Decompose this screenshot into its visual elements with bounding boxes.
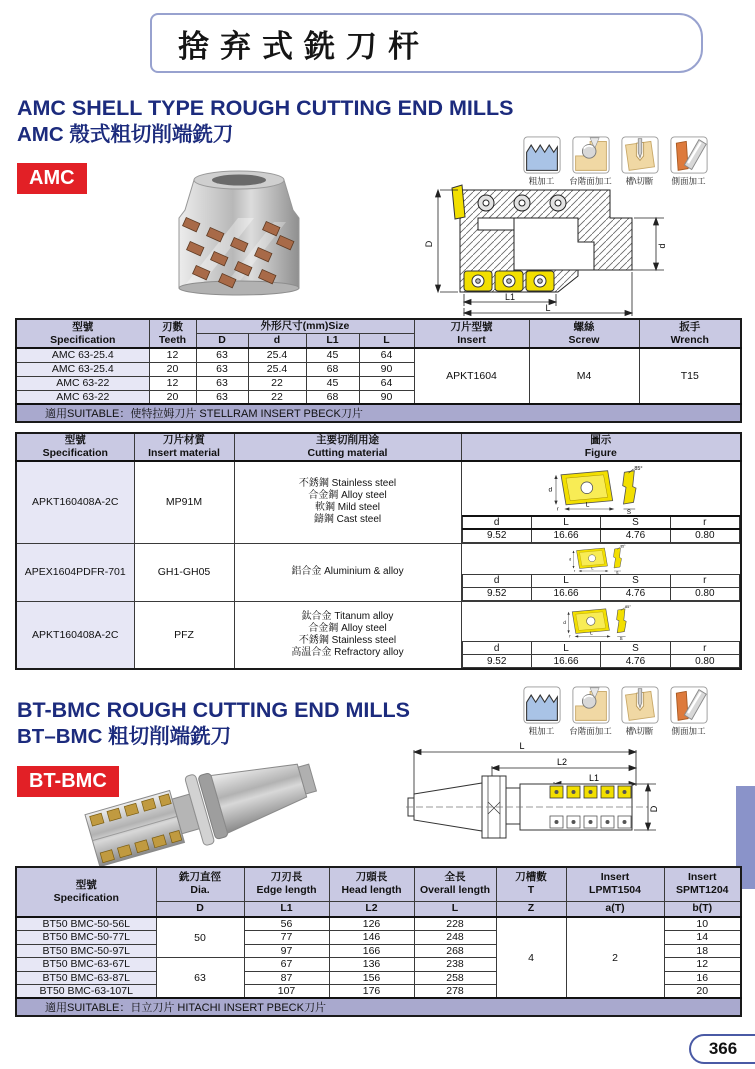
icon-slot-cutoff: 槽\切斷 <box>617 686 662 737</box>
side-machining-icon <box>668 136 710 174</box>
table-row <box>16 601 741 669</box>
svg-text:r: r <box>574 568 576 573</box>
spec-cell: AMC 63-25.4 <box>16 348 149 362</box>
col-spec: 型號 Specification <box>16 867 156 917</box>
col-bT: b(T) <box>664 901 741 917</box>
table-row: BT50 BMC-63-67L 63 67 136 238 12 <box>16 958 741 972</box>
icon-slot-cutoff: 槽\切斷 <box>617 136 662 187</box>
insert-figure <box>538 544 663 574</box>
step-face-machining-icon <box>570 686 612 724</box>
amc-spec-table <box>15 318 742 423</box>
table-row <box>16 461 741 543</box>
btbmc-heading-en: BT-BMC ROUGH CUTTING END MILLS <box>17 698 410 722</box>
wrench-cell: T15 <box>639 348 741 404</box>
amc-insert-table <box>15 432 742 670</box>
btbmc-machining-icons <box>519 686 711 737</box>
spec-cell: APKT160408A-2C <box>16 461 134 543</box>
screw-cell: M4 <box>529 348 639 404</box>
col-insert: 刀片型號 Insert <box>414 319 529 348</box>
svg-text:S: S <box>619 636 623 640</box>
svg-text:85°: 85° <box>624 604 631 610</box>
col-use: 主要切削用途 Cutting material <box>234 433 461 461</box>
svg-text:d: d <box>562 620 566 626</box>
bt-dim-L1: L1 <box>588 773 600 783</box>
table-row <box>16 543 741 601</box>
table-row: BT50 BMC-63-107L 107 176 278 20 <box>16 985 741 999</box>
col-slots: 刀槽數 T <box>496 867 566 901</box>
page-number: 366 <box>689 1034 755 1064</box>
figure-cell <box>461 461 741 543</box>
material-cell: MP91M <box>134 461 234 543</box>
spec-cell: APKT160408A-2C <box>16 601 134 669</box>
amc-product-photo <box>138 164 343 312</box>
col-Z: Z <box>496 901 566 917</box>
step-face-machining-icon <box>570 136 612 174</box>
btbmc-heading-zh: BT–BMC 粗切削端銑刀 <box>17 725 232 748</box>
col-L2: L2 <box>329 901 414 917</box>
table-row: AMC 63-25.4 12 63 25.4 45 64 APKT1604 M4 T15 <box>16 348 741 362</box>
slot-cutoff-icon <box>619 136 661 174</box>
amc-section-heading <box>17 96 514 148</box>
col-overall: 全長 Overall length <box>414 867 496 901</box>
col-material: 刀片材質 Insert material <box>134 433 234 461</box>
col-insert-lpmt: Insert LPMT1504 <box>566 867 664 901</box>
material-cell: PFZ <box>134 601 234 669</box>
col-spec: 型號 Specification <box>16 433 134 461</box>
side-machining-icon <box>668 686 710 724</box>
col-D: D <box>196 334 248 349</box>
insert-figure <box>506 464 696 514</box>
col-L: L <box>414 901 496 917</box>
rough-machining-icon <box>521 136 563 174</box>
page-title-box <box>150 13 703 73</box>
suitable-note: 適用SUITABLE：日立刀片 HITACHI INSERT PBECK刀片 <box>16 998 741 1016</box>
insert-cell: APKT1604 <box>414 348 529 404</box>
table-row: BT50 BMC-50-77L 77 146 248 14 <box>16 931 741 945</box>
table-row: AMC 63-25.4 20 63 25.4 68 90 <box>16 362 741 376</box>
col-teeth: 刃數 Teeth <box>149 319 196 348</box>
svg-text:L: L <box>585 501 590 509</box>
col-L1: L1 <box>244 901 329 917</box>
figure-dims-table: d L S r 9.52 16.66 4.76 0.80 <box>462 574 741 601</box>
amc-heading-zh: AMC 殼式粗切削端銑刀 <box>17 123 234 146</box>
figure-dims-table: d L S r 9.52 16.66 4.76 0.80 <box>462 515 741 543</box>
uses-cell: 鋁合金 Aluminium & alloy <box>234 543 461 601</box>
col-insert-spmt: Insert SPMT1204 <box>664 867 741 901</box>
slots-cell: 4 <box>496 917 566 998</box>
icon-side-machining: 側面加工 <box>666 136 711 187</box>
btbmc-spec-table <box>15 866 742 1017</box>
slot-cutoff-icon <box>619 686 661 724</box>
bt-dim-L: L <box>519 742 525 751</box>
amc-badge: AMC <box>17 163 87 194</box>
page-title: 捨弃式銑刀杆 <box>178 28 430 64</box>
icon-step-face-machining: 台階面加工 <box>568 686 613 737</box>
col-head: 刀頭長 Head length <box>329 867 414 901</box>
icon-rough-machining: 粗加工 <box>519 686 564 737</box>
uses-cell: 不銹鋼 Stainless steel 合金鋼 Alloy steel 軟鋼 Mild steel 鑄鋼 Cast steel <box>234 461 461 543</box>
col-figure: 圖示 Figure <box>461 433 741 461</box>
btbmc-product-photo <box>80 733 345 878</box>
bt-dim-D: D <box>649 805 659 813</box>
dia-cell: 50 <box>156 917 244 958</box>
svg-text:L: L <box>591 565 594 570</box>
amc-dim-d: d <box>657 243 667 249</box>
icon-step-face-machining: 台階面加工 <box>568 136 613 187</box>
bt-dim-L2: L2 <box>556 757 568 767</box>
dia-cell: 63 <box>156 958 244 999</box>
table-row: BT50 BMC-63-87L 87 156 258 16 <box>16 971 741 985</box>
rough-machining-icon <box>521 686 563 724</box>
svg-text:85°: 85° <box>620 544 626 548</box>
col-D: D <box>156 901 244 917</box>
svg-text:r: r <box>568 633 571 639</box>
col-size: 外形尺寸(mm)Size <box>196 319 414 334</box>
btbmc-technical-diagram <box>404 742 669 870</box>
figure-cell <box>461 601 741 669</box>
table-row: AMC 63-22 12 63 22 45 64 <box>16 376 741 390</box>
svg-text:S: S <box>626 509 631 514</box>
col-aT: a(T) <box>566 901 664 917</box>
svg-text:S: S <box>616 570 619 574</box>
col-L1: L1 <box>306 334 359 349</box>
col-spec: 型號 Specification <box>16 319 149 348</box>
icon-rough-machining: 粗加工 <box>519 136 564 187</box>
col-L: L <box>359 334 414 349</box>
uses-cell: 鈦合金 Titanum alloy 合金鋼 Alloy steel 不銹鋼 Stainless steel 高温合金 Refractory alloy <box>234 601 461 669</box>
figure-cell <box>461 543 741 601</box>
material-cell: GH1-GH05 <box>134 543 234 601</box>
table-row: BT50 BMC-50-97L 97 166 268 18 <box>16 944 741 958</box>
btbmc-badge: BT-BMC <box>17 766 119 797</box>
lpmt-cell: 2 <box>566 917 664 998</box>
svg-text:r: r <box>556 506 559 513</box>
col-wrench: 扳手 Wrench <box>639 319 741 348</box>
table-row: AMC 63-22 20 63 22 68 90 <box>16 390 741 404</box>
spec-cell: APEX1604PDFR-701 <box>16 543 134 601</box>
insert-figure <box>526 604 676 640</box>
amc-heading-en: AMC SHELL TYPE ROUGH CUTTING END MILLS <box>17 96 514 120</box>
figure-dims-table: d L S r 9.52 16.66 4.76 0.80 <box>462 641 741 668</box>
col-screw: 螺絲 Screw <box>529 319 639 348</box>
col-edge: 刀刃長 Edge length <box>244 867 329 901</box>
col-dia: 銑刀直徑 Dia. <box>156 867 244 901</box>
amc-dim-L1: L1 <box>504 292 516 302</box>
amc-technical-diagram <box>424 178 744 318</box>
table-row: BT50 BMC-50-56L 50 56 126 228 4 2 10 <box>16 917 741 931</box>
suitable-note: 適用SUITABLE：使特拉姆刀片 STELLRAM INSERT PBECK刀片 <box>16 404 741 422</box>
svg-text:d: d <box>569 556 572 561</box>
icon-side-machining: 側面加工 <box>666 686 711 737</box>
svg-text:d: d <box>548 486 552 494</box>
svg-text:L: L <box>589 631 593 637</box>
svg-text:85°: 85° <box>634 465 643 472</box>
col-d: d <box>248 334 306 349</box>
amc-dim-L: L <box>545 303 551 313</box>
amc-dim-D: D <box>424 240 434 248</box>
